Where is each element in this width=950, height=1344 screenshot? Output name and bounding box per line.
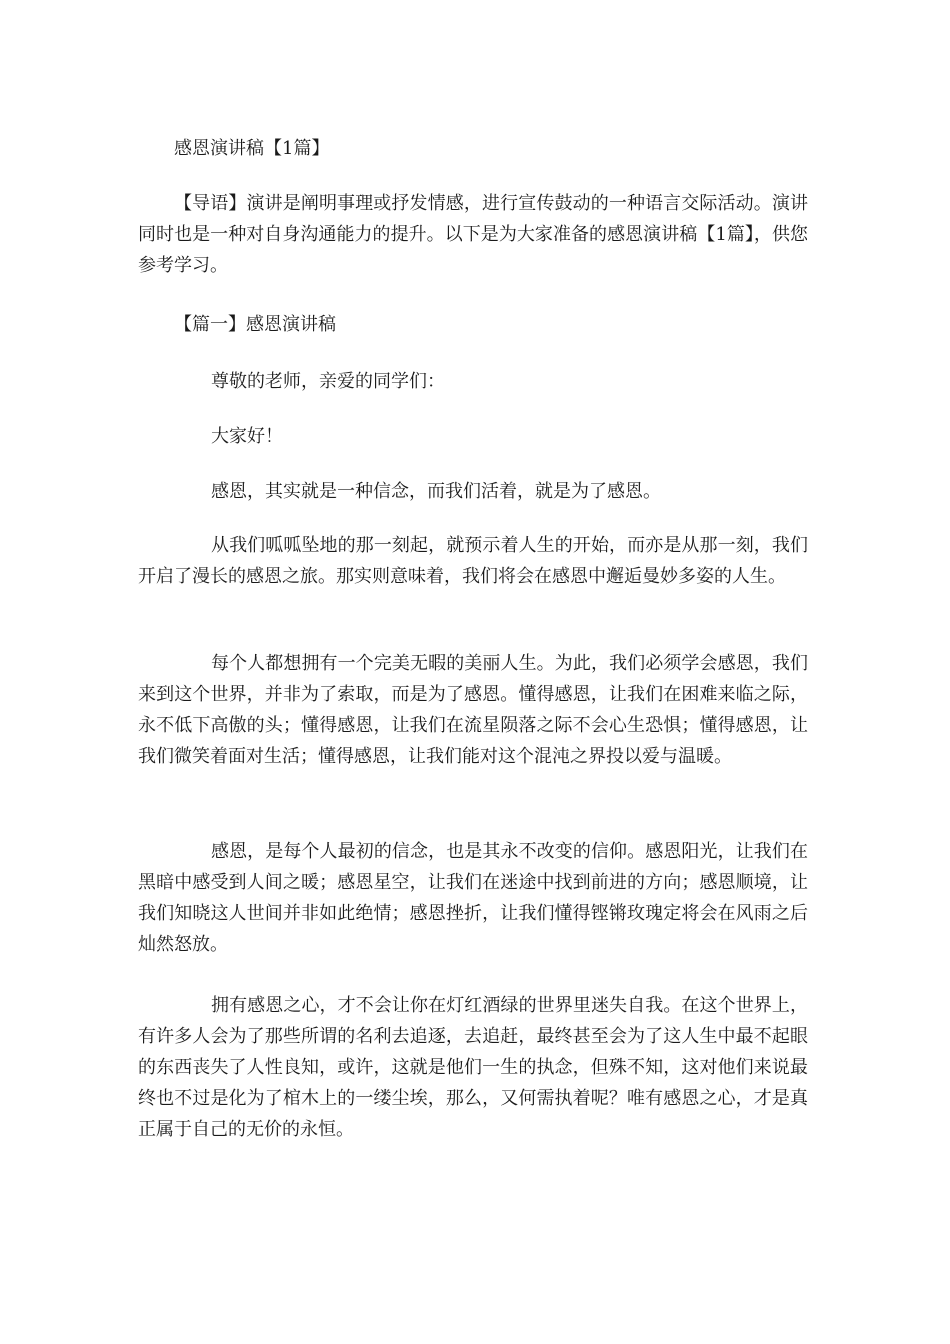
body-paragraph-4: 感恩，是每个人最初的信念，也是其永不改变的信仰。感恩阳光，让我们在黑暗中感受到人间之暖；感恩星空，让我们在迷途中找到前进的方向；感恩顺境，让我们知晓这人世间并非如此绝情；感恩挫折，让我们懂得铿锵玫瑰定将会在风雨之后灿然怒放。 bbox=[138, 841, 808, 955]
intro-paragraph: 【导语】演讲是阐明事理或抒发情感，进行宣传鼓动的一种语言交际活动。演讲同时也是一种对自身沟通能力的提升。以下是为大家准备的感恩演讲稿【1篇】，供您参考学习。 bbox=[138, 193, 808, 276]
body-paragraph-5: 拥有感恩之心，才不会让你在灯红酒绿的世界里迷失自我。在这个世界上，有许多人会为了那些所谓的名利去追逐，去追赶，最终甚至会为了这人生中最不起眼的东西丧失了人性良知，或许，这就是他们一生的执念，但殊不知，这对他们来说最终也不过是化为了棺木上的一缕尘埃，那么，又何需执着呢？唯有感恩之心，才是真正属于自己的无价的永恒。 bbox=[138, 995, 808, 1140]
salutation: 尊敬的老师，亲爱的同学们： bbox=[211, 371, 445, 392]
greeting: 大家好！ bbox=[211, 426, 283, 447]
document-title: 感恩演讲稿【1篇】 bbox=[174, 138, 330, 159]
body-paragraph-3: 每个人都想拥有一个完美无暇的美丽人生。为此，我们必须学会感恩，我们来到这个世界，并非为了索取，而是为了感恩。懂得感恩，让我们在困难来临之际，永不低下高傲的头；懂得感恩，让我们在流星陨落之际不会心生恐惧；懂得感恩，让我们微笑着面对生活；懂得感恩，让我们能对这个混沌之界投以爱与温暖。 bbox=[138, 653, 808, 767]
section-heading: 【篇一】感恩演讲稿 bbox=[174, 314, 336, 335]
body-paragraph-1: 感恩，其实就是一种信念，而我们活着，就是为了感恩。 bbox=[211, 481, 661, 502]
body-paragraph-2: 从我们呱呱坠地的那一刻起，就预示着人生的开始，而亦是从那一刻，我们开启了漫长的感恩之旅。那实则意味着，我们将会在感恩中邂逅曼妙多姿的人生。 bbox=[138, 535, 808, 587]
